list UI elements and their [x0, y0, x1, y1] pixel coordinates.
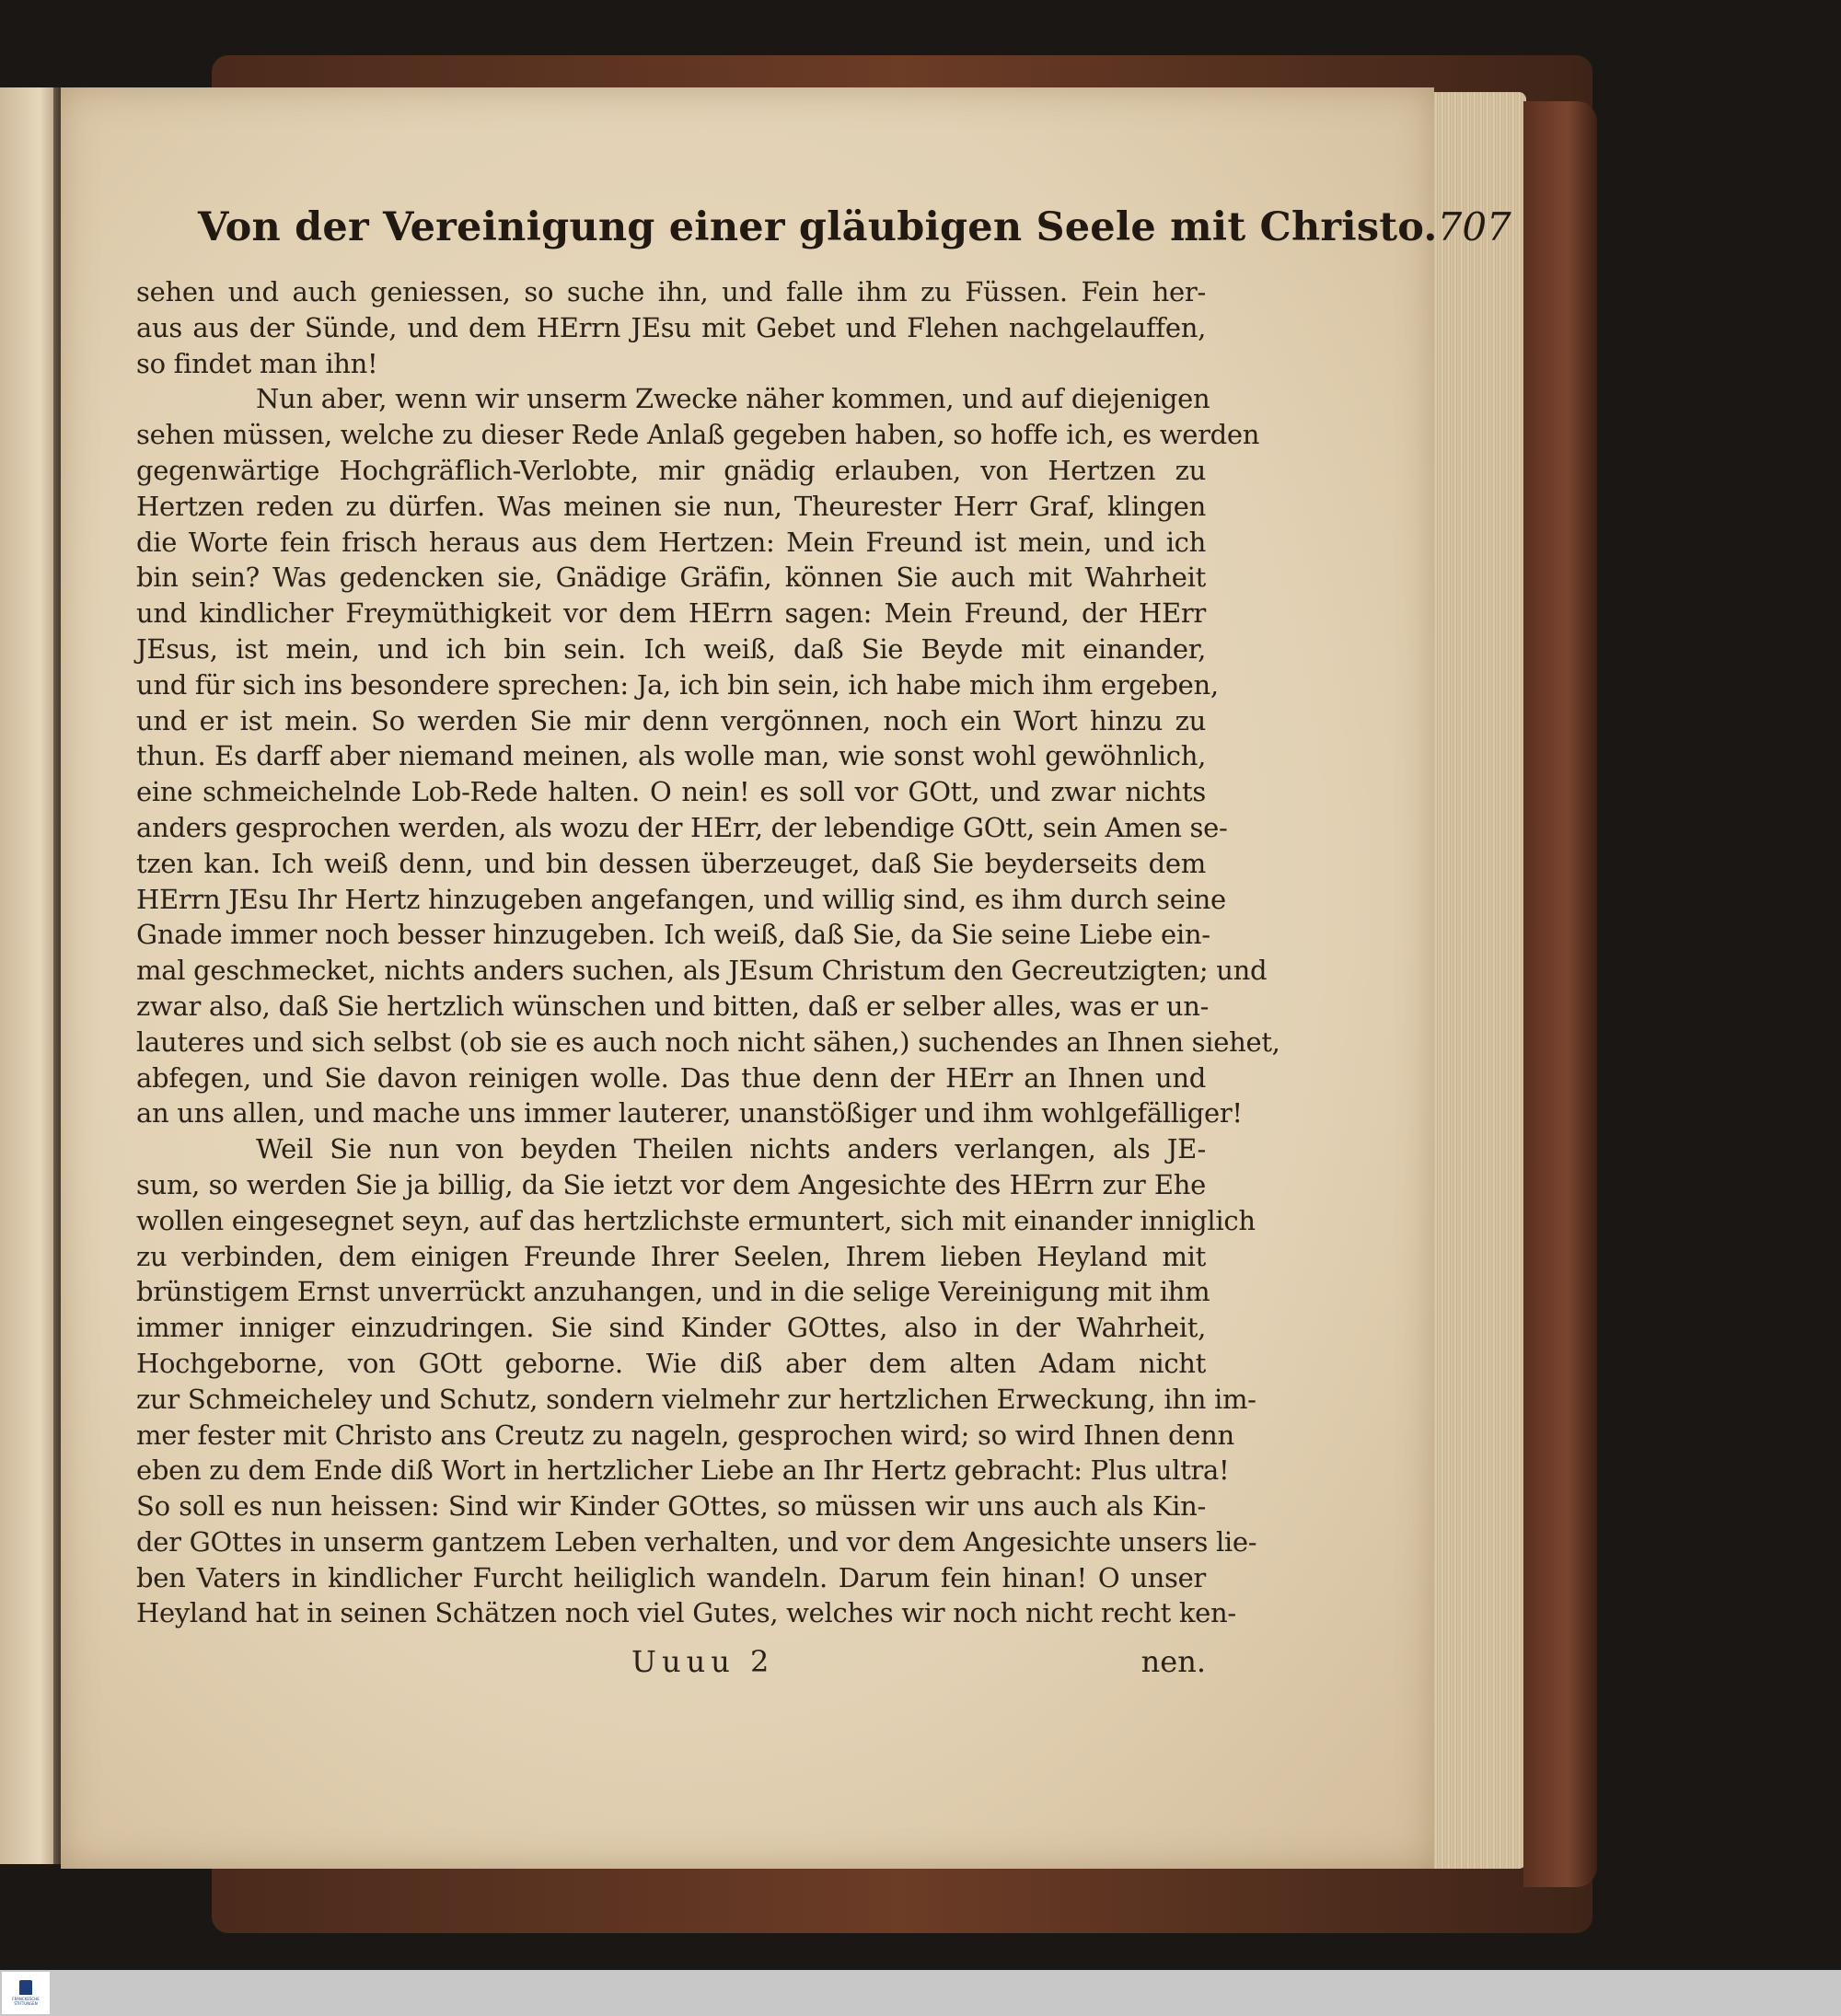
text-line: So soll es nun heissen: Sind wir Kinder GOttes, so müssen wir uns auch als Kin- — [136, 1490, 1206, 1523]
text-line: eben zu dem Ende diß Wort in hertzlicher Liebe an Ihr Hertz gebracht: Plus ultra! — [136, 1454, 1230, 1487]
page-number: 707 — [1437, 204, 1511, 249]
text-line: JEsus, ist mein, und ich bin sein. Ich weiß, daß Sie Beyde mit einander, — [136, 632, 1206, 665]
page-footer — [136, 1644, 1206, 1681]
text-line: die Worte fein frisch heraus aus dem Hertzen: Mein Freund ist mein, und ich — [136, 526, 1206, 558]
text-line: tzen kan. Ich weiß denn, und bin dessen überzeuget, daß Sie beyderseits dem — [136, 847, 1206, 879]
text-line: Hochgeborne, von GOtt geborne. Wie diß aber dem alten Adam nicht — [136, 1347, 1206, 1379]
text-line: brünstigem Ernst unverrückt anzuhangen, und in die selige Vereinigung mit ihm — [136, 1276, 1210, 1308]
text-line: sehen müssen, welche zu dieser Rede Anlaß gegeben haben, so hoffe ich, es werden — [136, 419, 1260, 451]
left-page-edge — [0, 87, 57, 1864]
text-line: ben Vaters in kindlicher Furcht heiliglich wandeln. Darum fein hinan! O unser — [136, 1561, 1206, 1593]
text-line: an uns allen, und mache uns immer lauterer, unanstößiger und ihm wohlgefälliger! — [136, 1097, 1243, 1130]
text-line: sehen und auch geniessen, so suche ihn, und falle ihm zu Füssen. Fein her- — [136, 276, 1206, 307]
text-line: Heyland hat in seinen Schätzen noch viel Gutes, welches wir noch nicht recht ken- — [136, 1597, 1236, 1629]
text-line: gegenwärtige Hochgräflich-Verlobte, mir gnädig erlauben, von Hertzen zu — [136, 454, 1206, 486]
text-line: so findet man ihn! — [136, 347, 378, 379]
text-line: mal geschmecket, nichts anders suchen, als JEsum Christum den Gecreutzigten; und — [136, 955, 1268, 987]
text-line: sum, so werden Sie ja billig, da Sie ietzt vor dem Angesichte des HErrn zur Ehe — [136, 1168, 1206, 1200]
page-body — [136, 274, 1280, 1631]
text-line: thun. Es darff aber niemand meinen, als wolle man, wie sonst wohl gewöhnlich, — [136, 740, 1206, 772]
running-header — [198, 204, 1511, 256]
text-line: und er ist mein. So werden Sie mir denn vergönnen, noch ein Wort hinzu zu — [136, 704, 1206, 736]
running-title: Von der Vereinigung einer gläubigen Seele mit Christo. — [198, 204, 1438, 250]
institution-logo — [2, 1972, 50, 2014]
logo-icon — [19, 1980, 32, 1995]
signature-mark: Uuuu 2 — [631, 1644, 775, 1679]
text-line: lauteres und sich selbst (ob sie es auch noch nicht sähen,) suchendes an Ihnen siehet, — [136, 1025, 1280, 1058]
text-line: und für sich ins besondere sprechen: Ja, ich bin sein, ich habe mich ihm ergeben, — [136, 668, 1219, 701]
text-line: mer fester mit Christo ans Creutz zu nageln, gesprochen wird; so wird Ihnen denn — [136, 1419, 1234, 1451]
text-line: zur Schmeicheley und Schutz, sondern vielmehr zur hertzlichen Erweckung, ihn im- — [136, 1383, 1256, 1415]
text-line: abfegen, und Sie davon reinigen wolle. Das thue denn der HErr an Ihnen und — [136, 1061, 1206, 1094]
text-line: der GOttes in unserm gantzem Leben verhalten, und vor dem Angesichte unsers lie- — [136, 1525, 1257, 1558]
cover-edge — [1523, 101, 1597, 1887]
text-line: immer inniger einzudringen. Sie sind Kinder GOttes, also in der Wahrheit, — [136, 1312, 1206, 1344]
text-line: Weil Sie nun von beyden Theilen nichts anders verlangen, als JE- — [256, 1133, 1206, 1165]
logo-text: FRANCKESCHE STIFTUNGEN — [12, 1997, 40, 2006]
text-line: Nun aber, wenn wir unserm Zwecke näher kommen, und auf diejenigen — [256, 383, 1210, 415]
viewer-bottom-bar — [0, 1970, 1841, 2016]
text-line: zwar also, daß Sie hertzlich wünschen und bitten, daß er selber alles, was er un- — [136, 990, 1210, 1022]
page-edges — [1425, 92, 1526, 1869]
text-line: aus aus der Sünde, und dem HErrn JEsu mit Gebet und Flehen nachgelauffen, — [136, 311, 1206, 343]
text-line: wollen eingesegnet seyn, auf das hertzlichste ermuntert, sich mit einander inniglich — [136, 1204, 1256, 1236]
text-line: anders gesprochen werden, als wozu der HErr, der lebendige GOtt, sein Amen se- — [136, 811, 1228, 843]
catchword: nen. — [1140, 1644, 1206, 1679]
text-line: Gnade immer noch besser hinzugeben. Ich weiß, daß Sie, da Sie seine Liebe ein- — [136, 919, 1210, 951]
text-line: zu verbinden, dem einigen Freunde Ihrer Seelen, Ihrem lieben Heyland mit — [136, 1240, 1206, 1272]
text-line: HErrn JEsu Ihr Hertz hinzugeben angefangen, und willig sind, es ihm durch seine — [136, 883, 1226, 915]
text-line: eine schmeichelnde Lob-Rede halten. O nein! es soll vor GOtt, und zwar nichts — [136, 776, 1206, 808]
text-line: und kindlicher Freymüthigkeit vor dem HErrn sagen: Mein Freund, der HErr — [136, 597, 1206, 630]
text-line: bin sein? Was gedencken sie, Gnädige Gräfin, können Sie auch mit Wahrheit — [136, 562, 1206, 594]
text-line: Hertzen reden zu dürfen. Was meinen sie nun, Theurester Herr Graf, klingen — [136, 490, 1206, 522]
